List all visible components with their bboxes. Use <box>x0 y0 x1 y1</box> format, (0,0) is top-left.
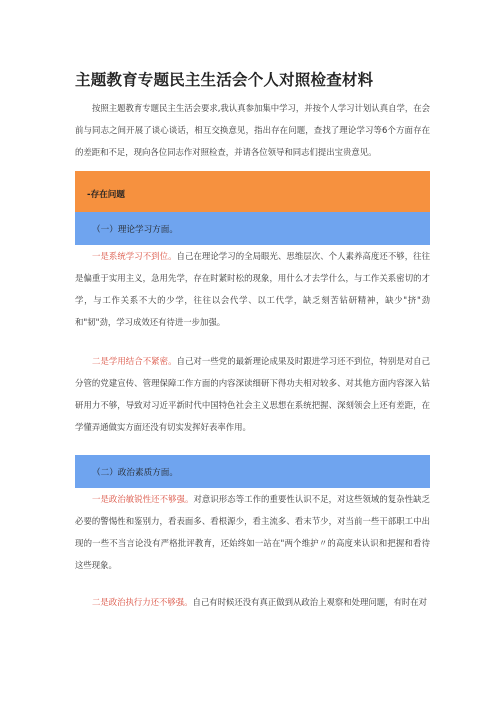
document-title: 主题教育专题民主生活会个人对照检查材料 <box>75 71 374 89</box>
list-item-paragraph <box>75 350 430 438</box>
intro-paragraph: 按照主题教育专题民主生活会要求,我认真参加集中学习，并按个人学习计划认真自学，在会前与同志之间开展了谈心谈话，相互交换意见，指出存在问题，查找了理论学习等6个方面存在的差距和不足，现向各位同志作对照检查，并请各位领导和同志们提出宝贵意见。 <box>75 103 430 157</box>
item-lead: 二是政治执行力还不够强。 <box>92 597 193 607</box>
item-text: 对意识形态等工作的重要性认识不足，对这些领域的复杂性缺乏必要的警惕性和鉴别力，看表面多、看根源少，看主流多、看末节少，对当前一些干部职工中出现的一些不当言论没有严格批评教育，还始终如一站在"两个维护〃的高度来认识和把握和看待这些现象。 <box>75 494 431 570</box>
list-item-paragraph <box>75 488 430 576</box>
list-item-paragraph <box>75 245 430 333</box>
subsection-band-politics <box>75 455 430 488</box>
subsection-band-theory <box>75 212 430 245</box>
item-lead: 一是系统学习不到位。 <box>92 251 177 261</box>
item-lead: 二是学用结合不紧密。 <box>92 356 177 366</box>
subsection-heading-theory: （一）理论学习方面。 <box>92 224 178 235</box>
item-text: 自己对一些党的最新理论成果及时跟进学习还不到位，特别是对自己分管的党建宣传、管理保障工作方面的内容深读细研下得功夫相对较多、对其他方面内容深入钻研用力不够，导致对习近平新时代中国特色社会主义思想在系统把握、深刻领会上还有差距，在学懂弄通做实方面还没有切实发挥好表率作用。 <box>75 356 431 432</box>
item-lead: 一是政治敏锐性还不够强。 <box>92 494 194 504</box>
item-text: 自己有时候还没有真正做到从政治上观察和处理问题，有时在对 <box>192 597 427 607</box>
list-item-paragraph <box>75 591 430 613</box>
section-heading: -存在问题 <box>87 189 125 200</box>
item-text: 自己在理论学习的全局眼光、思维层次、个人素养高度还不够，往往是偏重于实用主义，急用先学，存在时紧时松的现象，用什么才去学什么，与工作关系密切的才学，与工作关系不大的少学，往往以会代学、以工代学，缺乏刻苦钻研精神，缺少"挤"劲和"韧"劲，学习成效还有待进一步加强。 <box>75 251 431 327</box>
section-heading-band <box>75 171 430 216</box>
subsection-heading-politics: （二）政治素质方面。 <box>92 467 178 478</box>
